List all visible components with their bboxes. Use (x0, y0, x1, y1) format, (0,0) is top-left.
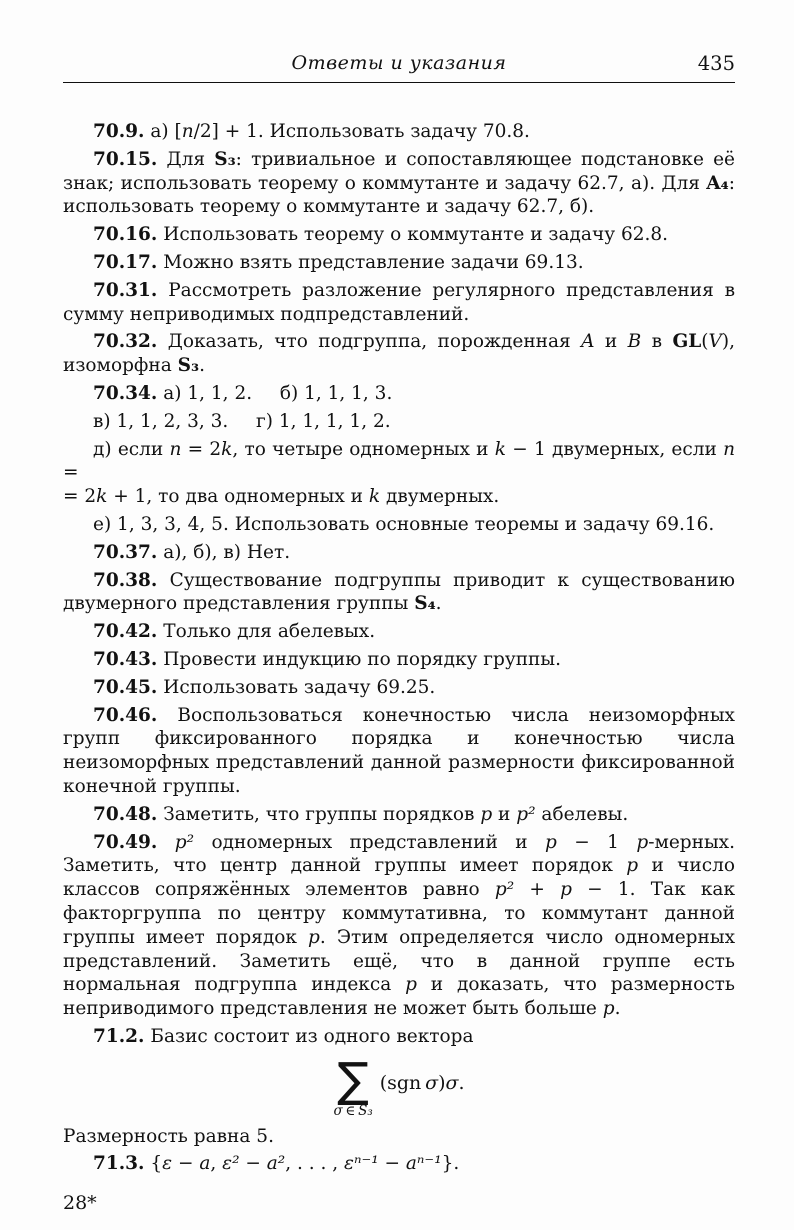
answer-70-31: 70.31. Рассмотреть разложение регулярного представления в сумму неприводимых подпредставлений. (63, 279, 735, 325)
answer-70-15: 70.15. Для S₃: тривиальное и сопоставляющее подстановке её знак; использовать теорему о коммутанте и задачу 62.7, а). Для A₄: использовать теорему о коммутанте и задачу 62.7, б). (63, 148, 735, 218)
answer-70-34-d-line2: = 2k + 1, то два одномерных и k двумерных. (63, 486, 500, 508)
sum-column (333, 1052, 373, 1119)
answers-list (63, 120, 735, 1176)
answer-70-45: 70.45. Использовать задачу 69.25. (93, 676, 436, 698)
page-footer (63, 1192, 97, 1214)
answer-70-46: 70.46. Воспользоваться конечностью числа неизоморфных групп фиксированного порядка и конечностью числа неизоморфных представлений данной размерности фиксированной конечной группы. (63, 704, 735, 797)
answer-70-17: 70.17. Можно взять представление задачи 69.13. (93, 251, 584, 273)
answer-70-9: 70.9. а) [n/2] + 1. Использовать задачу 70.8. (93, 121, 530, 142)
header-rule (63, 82, 735, 83)
page-inner (63, 0, 735, 1176)
summation-symbol: ∑ (337, 1052, 369, 1108)
answer-70-48: 70.48. Заметить, что группы порядков p и p² абелевы. (93, 803, 629, 825)
answer-70-49: 70.49. p² одномерных представлений и p − 1 p-мерных. Заметить, что центр данной группы имеет порядок p и число классов сопряжённых элементов равно p² + p − 1. Так как факторгруппа по центру коммутативна, то коммутант данной группы имеет порядок p. Этим определяется число одномерных представлений. Заметить ещё, что в данной группе есть нормальная подгруппа индекса p и доказать, что размерность неприводимого представления не может быть больше p. (63, 831, 736, 1020)
answer-70-38: 70.38. Существование подгруппы приводит к существованию двумерного представления группы S₄. (63, 569, 735, 615)
formula-body: (sgn σ)σ. (379, 1071, 465, 1094)
page-header (63, 0, 735, 83)
page-number: 435 (697, 52, 735, 75)
answer-70-34-vg: в) 1, 1, 2, 3, 3. г) 1, 1, 1, 1, 2. (93, 410, 391, 432)
summation-limits: σ ∈ S₃ (333, 1102, 373, 1119)
answer-70-42: 70.42. Только для абелевых. (93, 621, 376, 643)
answer-71-3: 71.3. {ε − a, ε² − a², . . . , εⁿ⁻¹ − aⁿ⁻¹}. (93, 1153, 460, 1175)
answer-70-16: 70.16. Использовать теорему о коммутанте и задачу 62.8. (93, 224, 669, 246)
answer-70-43: 70.43. Провести индукцию по порядку группы. (93, 648, 561, 670)
answer-71-2: 71.2. Базис состоит из одного вектора (93, 1025, 474, 1047)
answer-71-2-dimension: Размерность равна 5. (63, 1125, 274, 1147)
signature-mark: 28* (63, 1192, 97, 1214)
answer-70-34-e: е) 1, 3, 3, 4, 5. Использовать основные теоремы и задачу 69.16. (93, 513, 715, 535)
answer-70-34-ab: 70.34. а) 1, 1, 2. б) 1, 1, 1, 3. (93, 382, 393, 404)
formula-sum-sgn-sigma (63, 1052, 735, 1119)
answer-70-34-d-line1: д) если n = 2k, то четыре одномерных и k − 1 двумерных, если n = (63, 438, 735, 484)
header-row (63, 52, 735, 80)
answer-70-32: 70.32. Доказать, что подгруппа, порожденная A и B в GL(V), изоморфна S₃. (63, 331, 735, 377)
running-title: Ответы и указания (291, 52, 507, 74)
answer-70-37: 70.37. а), б), в) Нет. (93, 541, 291, 563)
